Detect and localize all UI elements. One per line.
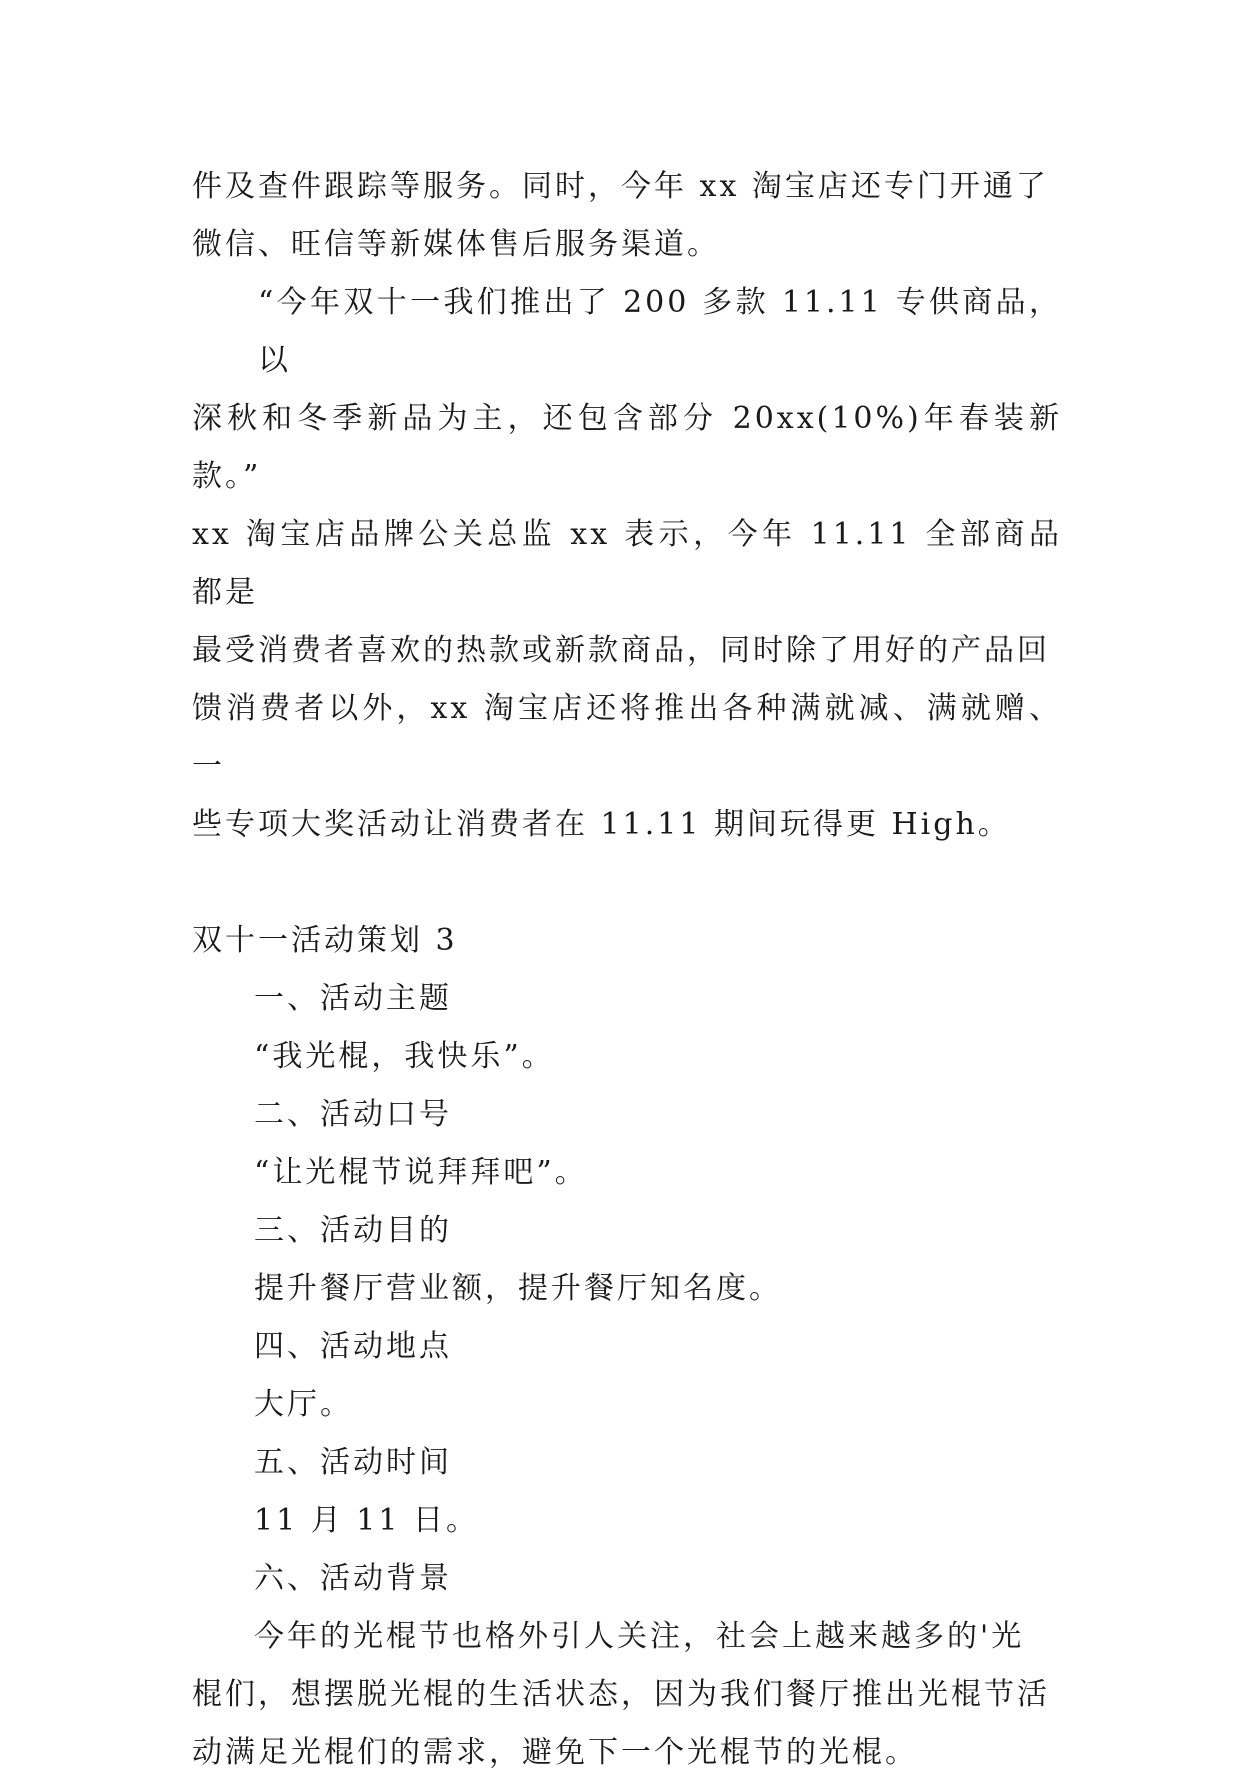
text-line: 今年的光棍节也格外引人关注，社会上越来越多的'光 (254, 1619, 1025, 1654)
item-text-theme: “我光棍，我快乐”。 (254, 1039, 555, 1074)
item-heading-slogan: 二、活动口号 (254, 1097, 452, 1132)
text-line: 棍们，想摆脱光棍的生活状态，因为我们餐厅推出光棍节活 (192, 1677, 1050, 1712)
item-text-location: 大厅。 (254, 1387, 353, 1422)
text-line: xx 淘宝店品牌公关总监 xx 表示，今年 11.11 全部商品都是 (192, 517, 1062, 610)
text-line: “今年双十一我们推出了 200 多款 11.11 专供商品，以 (258, 285, 1062, 378)
item-text-slogan: “让光棍节说拜拜吧”。 (254, 1155, 588, 1190)
background-paragraph (192, 1608, 1062, 1782)
text-line: 动满足光棍们的需求，避免下一个光棍节的光棍。 (192, 1735, 918, 1770)
paragraph-gap (192, 854, 1062, 912)
text-line: 件及查件跟踪等服务。同时，今年 xx 淘宝店还专门开通了 (192, 169, 1049, 204)
item-heading-time: 五、活动时间 (254, 1445, 452, 1480)
item-heading-theme: 一、活动主题 (254, 981, 452, 1016)
item-heading-location: 四、活动地点 (254, 1329, 452, 1364)
text-line: 微信、旺信等新媒体售后服务渠道。 (192, 227, 720, 262)
section-title: 双十一活动策划 3 (192, 923, 458, 958)
text-line: 深秋和冬季新品为主，还包含部分 20xx(10%)年春装新款。” (192, 401, 1062, 494)
document-body (192, 158, 1062, 1782)
item-heading-background: 六、活动背景 (254, 1561, 452, 1596)
text-line: 些专项大奖活动让消费者在 11.11 期间玩得更 High。 (192, 807, 1011, 842)
item-text-time: 11 月 11 日。 (254, 1503, 479, 1538)
text-line: 最受消费者喜欢的热款或新款商品，同时除了用好的产品回 (192, 633, 1050, 668)
item-text-purpose: 提升餐厅营业额，提升餐厅知名度。 (254, 1271, 782, 1306)
text-line: 馈消费者以外，xx 淘宝店还将推出各种满就减、满就赠、一 (192, 691, 1062, 784)
continuation-paragraph (192, 158, 1062, 274)
quote-paragraph (192, 274, 1062, 854)
item-heading-purpose: 三、活动目的 (254, 1213, 452, 1248)
activity-items (192, 970, 1062, 1608)
